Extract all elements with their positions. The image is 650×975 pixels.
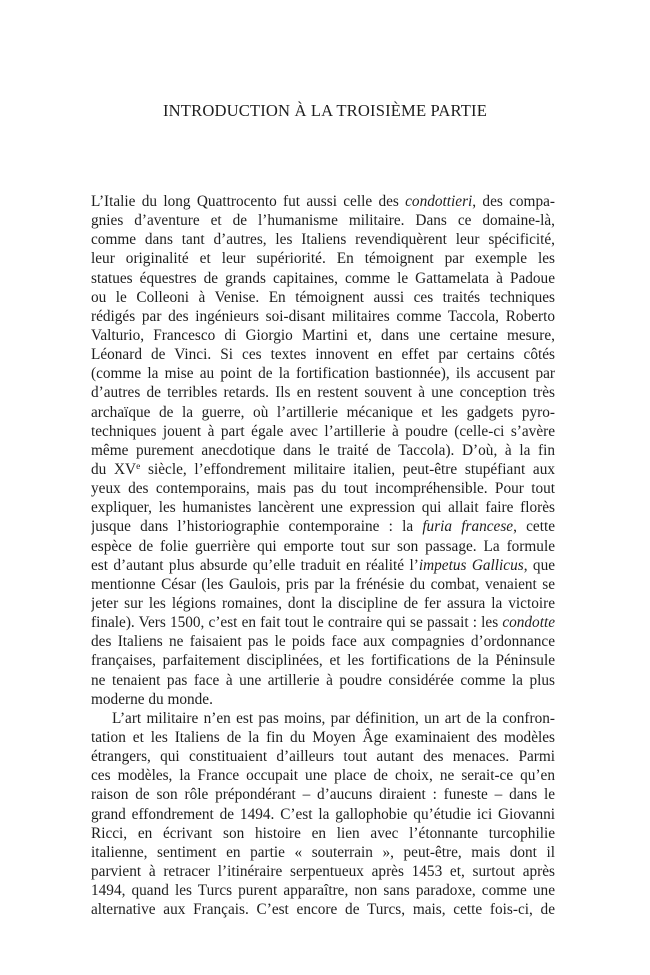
text-line	[91, 460, 555, 479]
text-run: tation et les Italiens de la fin du Moyen Âge examinaient des modèles	[91, 728, 555, 746]
italic-term: condotte	[502, 614, 555, 632]
text-run: grand effondrement de 1494. C’est la gallophobie qu’étudie ici Giovanni	[91, 805, 555, 823]
page-title: INTRODUCTION À LA TROISIÈME PARTIE	[163, 101, 487, 120]
text-run: Ricci, en écrivant son histoire en lien avec l’étonnante turcophilie	[91, 824, 555, 842]
text-run: ces modèles, la France occupait une place de choix, ne serait-ce qu’en	[91, 767, 555, 785]
text-line	[91, 594, 555, 613]
text-line	[91, 307, 555, 326]
text-run: des Italiens ne faisaient pas le poids face aux compagnies d’ordonnance	[91, 633, 555, 651]
text-run: moderne du monde.	[91, 690, 213, 708]
text-run: même purement anecdotique dans le traité de Taccola). D’où, à la fin	[91, 441, 555, 459]
text-line	[91, 249, 555, 268]
text-run: techniques jouent à part égale avec l’artillerie à poudre (celle-ci s’avère	[91, 422, 555, 440]
text-run: du XV	[91, 460, 137, 478]
italic-term: furia francese	[422, 518, 514, 536]
text-run: d’autres de terribles retards. Ils en restent souvent à une conception très	[91, 384, 555, 402]
text-line	[91, 556, 555, 575]
text-run: est d’autant plus absurde qu’elle traduit en réalité l’	[91, 556, 419, 574]
text-run: , cette	[513, 518, 555, 536]
text-line	[91, 632, 555, 651]
italic-term: impetus Gallicus	[418, 556, 524, 574]
text-run: italienne, sentiment en partie « souterrain », peut-être, mais dont il	[91, 843, 555, 861]
text-run: archaïque de la guerre, où l’artillerie mécanique et les gadgets pyro-	[91, 403, 555, 421]
text-line	[91, 211, 555, 230]
text-run: siècle, l’effondrement militaire italien, peut-être stupéfiant aux	[140, 460, 555, 478]
text-line	[91, 403, 555, 422]
text-line	[91, 364, 555, 383]
text-line	[91, 900, 555, 919]
text-run: françaises, parfaitement disciplinées, et les fortifications de la Péninsule	[91, 652, 555, 670]
text-line	[91, 805, 555, 824]
text-line	[91, 192, 555, 211]
text-line	[91, 479, 555, 498]
text-line	[91, 651, 555, 670]
text-run: alternative aux Français. C’est encore de Turcs, mais, cette fois-ci, de	[91, 901, 555, 919]
text-line	[91, 383, 555, 402]
body-text	[91, 192, 555, 919]
text-line	[91, 613, 555, 632]
text-run: 1494, quand les Turcs purent apparaître, non sans paradoxe, comme une	[91, 882, 555, 900]
text-line	[91, 709, 555, 728]
text-run: ne tenaient pas face à une artillerie à poudre considérée comme la plus	[91, 671, 555, 689]
text-run: Léonard de Vinci. Si ces textes innovent en effet par certains côtés	[91, 346, 555, 364]
text-line	[91, 824, 555, 843]
paragraph-1	[91, 192, 555, 709]
text-run: ou le Colleoni à Venise. En témoignent aussi ces traités techniques	[91, 288, 555, 306]
text-run: comme dans tant d’autres, les Italiens revendiquèrent leur spécificité,	[91, 231, 555, 249]
text-run: gnies d’aventure et de l’humanisme militaire. Dans ce domaine-là,	[91, 212, 555, 230]
text-line	[91, 862, 555, 881]
text-run: , des compa-	[472, 193, 555, 210]
text-line	[91, 517, 555, 536]
text-line	[91, 766, 555, 785]
italic-term: condottieri	[405, 193, 473, 210]
text-run: mentionne César (les Gaulois, pris par la frénésie du combat, venaient se	[91, 575, 555, 593]
paragraph-2	[91, 709, 555, 920]
text-line	[91, 441, 555, 460]
text-run: expliquer, les humanistes lancèrent une expression qui allait faire florès	[91, 499, 555, 517]
text-run: Valturio, Francesco di Giorgio Martini et, dans une certaine mesure,	[91, 326, 555, 344]
text-run: (comme la mise au point de la fortification bastionnée), ils accusent par	[91, 365, 555, 383]
text-run: jusque dans l’historiographie contemporaine : la	[91, 518, 423, 536]
text-run: étrangers, qui constituaient d’ailleurs tout autant des menaces. Parmi	[91, 748, 555, 766]
text-line	[91, 575, 555, 594]
text-run: L’art militaire n’en est pas moins, par définition, un art de la confron-	[112, 709, 555, 727]
text-line	[91, 326, 555, 345]
text-line	[91, 671, 555, 690]
text-line	[91, 269, 555, 288]
text-run: parvient à retracer l’itinéraire serpentueux après 1453 et, surtout après	[91, 862, 555, 880]
text-line	[91, 843, 555, 862]
text-run: jeter sur les légions romaines, dont la discipline de fer assura la victoire	[91, 594, 555, 612]
text-run: , que	[523, 556, 555, 574]
text-run: finale). Vers 1500, c’est en fait tout le contraire qui se passait : les	[91, 614, 503, 632]
text-line	[91, 537, 555, 556]
text-line	[91, 728, 555, 747]
text-line	[91, 498, 555, 517]
text-line	[91, 230, 555, 249]
text-line	[91, 785, 555, 804]
text-run: leur originalité et leur supériorité. En témoignent par exemple les	[91, 250, 555, 268]
text-line	[91, 345, 555, 364]
text-run: espèce de folie guerrière qui emporte tout sur son passage. La formule	[91, 537, 555, 555]
superscript: e	[136, 461, 141, 472]
text-line	[91, 422, 555, 441]
text-run: rédigés par des ingénieurs soi-disant militaires comme Taccola, Roberto	[91, 307, 555, 325]
text-run: yeux des contemporains, mais pas du tout incompréhensible. Pour tout	[91, 480, 555, 498]
text-run: statues équestres de grands capitaines, comme le Gattamelata à Padoue	[91, 269, 555, 287]
text-line	[91, 747, 555, 766]
text-line	[91, 690, 555, 709]
text-run: raison de son rôle prépondérant – d’aucuns diraient : funeste – dans le	[91, 786, 555, 804]
text-line	[91, 881, 555, 900]
text-line	[91, 288, 555, 307]
text-run: L’Italie du long Quattrocento fut aussi celle des	[91, 193, 406, 210]
